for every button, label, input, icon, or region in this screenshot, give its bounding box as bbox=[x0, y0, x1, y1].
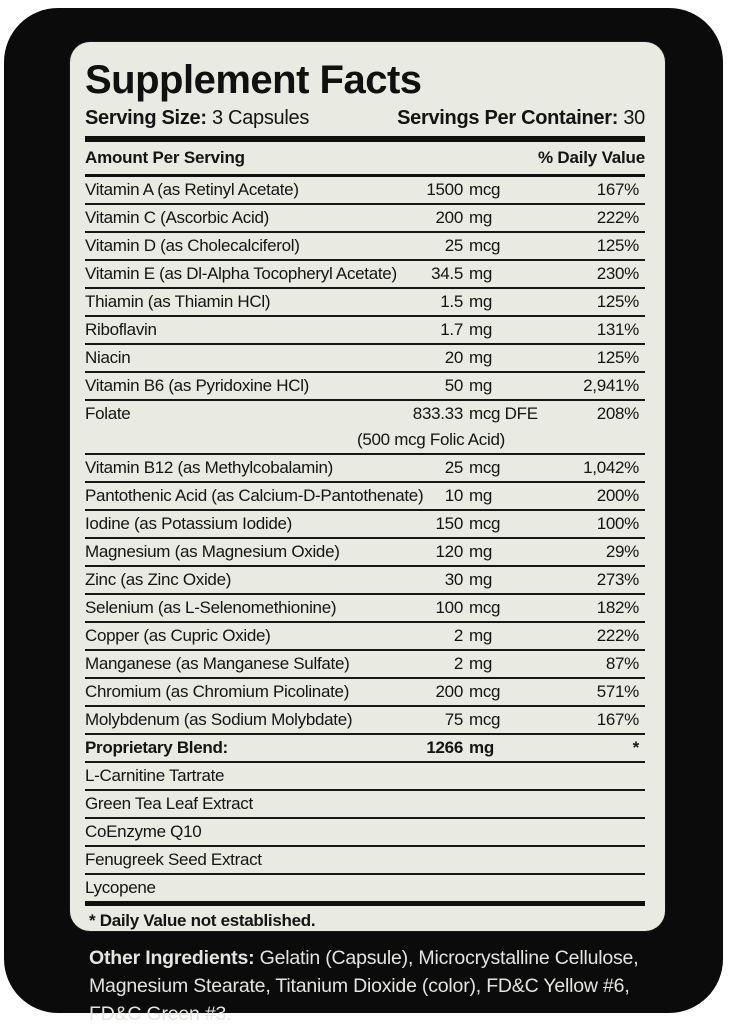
nutrient-row bbox=[85, 317, 645, 345]
nutrient-name: L-Carnitine Tartrate bbox=[85, 766, 225, 785]
nutrient-amount-value: 30 bbox=[444, 570, 463, 589]
nutrient-row bbox=[85, 623, 645, 651]
nutrient-amount-unit: mg bbox=[469, 626, 493, 645]
nutrient-amount-value: 34.5 bbox=[431, 264, 463, 283]
servings-per-container bbox=[397, 104, 645, 132]
nutrient-row bbox=[85, 847, 645, 875]
other-ingredients-line1 bbox=[89, 947, 638, 969]
nutrient-daily-value: 1,042% bbox=[583, 458, 639, 477]
nutrient-daily-value: 125% bbox=[596, 236, 639, 255]
nutrient-daily-value: 167% bbox=[596, 710, 639, 729]
nutrient-name: Selenium (as L-Selenomethionine) bbox=[85, 598, 337, 617]
nutrient-amount-unit: mg bbox=[469, 264, 493, 283]
nutrient-name: Copper (as Cupric Oxide) bbox=[85, 626, 271, 645]
nutrient-row bbox=[85, 539, 645, 567]
nutrient-amount-unit: mg bbox=[469, 348, 493, 367]
nutrient-row bbox=[85, 511, 645, 539]
nutrient-amount bbox=[397, 710, 547, 730]
nutrient-row bbox=[85, 763, 645, 791]
nutrient-row bbox=[85, 791, 645, 819]
nutrient-name: Vitamin E (as Dl-Alpha Tocopheryl Acetate) bbox=[85, 264, 397, 283]
column-headers bbox=[85, 142, 645, 177]
nutrient-name: Lycopene bbox=[85, 878, 156, 897]
other-ingredients-text2: Magnesium Stearate, Titanium Dioxide (color), FD&C Yellow #6, FD&C Green #3. bbox=[89, 975, 630, 1024]
nutrient-name: Chromium (as Chromium Picolinate) bbox=[85, 682, 350, 701]
nutrient-daily-value: * bbox=[632, 738, 639, 757]
nutrient-row bbox=[85, 289, 645, 317]
nutrient-name: Vitamin C (Ascorbic Acid) bbox=[85, 208, 269, 227]
nutrient-amount-unit: mcg bbox=[469, 180, 501, 199]
other-ingredients-text1: Gelatin (Capsule), Microcrystalline Cellulose, bbox=[259, 947, 639, 969]
nutrient-amount-value: 1.5 bbox=[440, 292, 463, 311]
nutrient-daily-value: 222% bbox=[596, 626, 639, 645]
nutrient-table bbox=[85, 177, 645, 906]
nutrient-amount-unit: mg bbox=[469, 376, 493, 395]
nutrient-name: Magnesium (as Magnesium Oxide) bbox=[85, 542, 340, 561]
nutrient-amount-unit: mcg bbox=[469, 514, 501, 533]
nutrient-amount-value: 50 bbox=[444, 376, 463, 395]
nutrient-row bbox=[85, 455, 645, 483]
nutrient-amount bbox=[397, 376, 547, 396]
daily-value-footnote: * Daily Value not established. bbox=[89, 911, 316, 930]
nutrient-daily-value: 87% bbox=[605, 654, 639, 673]
servings-per-container-label: Servings Per Container: bbox=[397, 107, 619, 129]
nutrient-amount-value: 150 bbox=[435, 514, 463, 533]
nutrient-amount-unit: mg bbox=[469, 570, 493, 589]
supplement-facts-panel bbox=[70, 42, 665, 931]
nutrient-amount bbox=[397, 458, 547, 478]
nutrient-amount bbox=[397, 292, 547, 312]
nutrient-daily-value: 2,941% bbox=[583, 376, 639, 395]
nutrient-row bbox=[85, 483, 645, 511]
nutrient-row bbox=[85, 401, 645, 427]
nutrient-amount-value: 2 bbox=[453, 654, 463, 673]
nutrient-amount bbox=[397, 208, 547, 228]
nutrient-row bbox=[85, 177, 645, 205]
nutrient-name: Vitamin D (as Cholecalciferol) bbox=[85, 236, 300, 255]
nutrient-amount bbox=[397, 404, 547, 424]
nutrient-amount-value: 75 bbox=[444, 710, 463, 729]
nutrient-row bbox=[85, 819, 645, 847]
nutrient-daily-value: 273% bbox=[596, 570, 639, 589]
nutrient-amount-value: 200 bbox=[435, 682, 463, 701]
nutrient-daily-value: 182% bbox=[596, 598, 639, 617]
nutrient-amount-unit: mcg bbox=[469, 458, 501, 477]
nutrient-name: Folate bbox=[85, 404, 131, 423]
servings-per-container-value: 30 bbox=[623, 107, 645, 129]
nutrient-amount-unit: mg bbox=[469, 292, 493, 311]
amount-per-serving-header: Amount Per Serving bbox=[85, 148, 245, 167]
nutrient-amount-unit: mg bbox=[469, 208, 493, 227]
nutrient-amount-value: 25 bbox=[444, 236, 463, 255]
nutrient-amount-value: 20 bbox=[444, 348, 463, 367]
nutrient-row bbox=[85, 345, 645, 373]
nutrient-amount bbox=[397, 264, 547, 284]
nutrient-subnote-text: (500 mcg Folic Acid) bbox=[357, 430, 505, 449]
nutrient-amount bbox=[397, 348, 547, 368]
nutrient-amount-value: 100 bbox=[435, 598, 463, 617]
nutrient-amount-value: 833.33 bbox=[412, 404, 463, 423]
serving-size-label: Serving Size: bbox=[85, 107, 207, 129]
nutrient-amount-value: 10 bbox=[444, 486, 463, 505]
nutrient-daily-value: 125% bbox=[596, 292, 639, 311]
nutrient-daily-value: 125% bbox=[596, 348, 639, 367]
serving-size-value: 3 Capsules bbox=[211, 107, 310, 129]
nutrient-amount bbox=[397, 682, 547, 702]
nutrient-amount-unit: mcg bbox=[469, 682, 501, 701]
nutrient-amount-unit: mg bbox=[469, 486, 493, 505]
nutrient-row bbox=[85, 567, 645, 595]
label-card bbox=[4, 8, 723, 1024]
nutrient-row bbox=[85, 875, 645, 906]
nutrient-name: Green Tea Leaf Extract bbox=[85, 794, 253, 813]
nutrient-amount bbox=[397, 654, 547, 674]
nutrient-daily-value: 222% bbox=[596, 208, 639, 227]
other-ingredients bbox=[89, 944, 664, 1024]
nutrient-row bbox=[85, 595, 645, 623]
nutrient-name: Manganese (as Manganese Sulfate) bbox=[85, 654, 350, 673]
nutrient-amount bbox=[397, 320, 547, 340]
nutrient-daily-value: 29% bbox=[605, 542, 639, 561]
nutrient-amount-value: 120 bbox=[435, 542, 463, 561]
daily-value-header: % Daily Value bbox=[537, 148, 645, 167]
nutrient-amount-unit: mg bbox=[469, 738, 494, 757]
nutrient-name: Vitamin A (as Retinyl Acetate) bbox=[85, 180, 299, 199]
nutrient-name: Riboflavin bbox=[85, 320, 157, 339]
panel-title: Supplement Facts bbox=[85, 58, 422, 102]
nutrient-row bbox=[85, 707, 645, 735]
nutrient-amount-value: 2 bbox=[453, 626, 463, 645]
nutrient-amount-unit: mcg bbox=[469, 710, 501, 729]
nutrient-daily-value: 167% bbox=[596, 180, 639, 199]
other-ingredients-label: Other Ingredients: bbox=[89, 947, 255, 969]
nutrient-amount bbox=[397, 598, 547, 618]
nutrient-name: Proprietary Blend: bbox=[85, 738, 228, 757]
nutrient-row bbox=[85, 735, 645, 763]
nutrient-amount-unit: mcg DFE bbox=[469, 404, 538, 423]
nutrient-amount-value: 1266 bbox=[426, 738, 463, 757]
nutrient-name: Pantothenic Acid (as Calcium-D-Pantothenate) bbox=[85, 486, 424, 505]
nutrient-daily-value: 200% bbox=[596, 486, 639, 505]
nutrient-name: Niacin bbox=[85, 348, 131, 367]
nutrient-daily-value: 230% bbox=[596, 264, 639, 283]
nutrient-row bbox=[85, 373, 645, 401]
nutrient-name: Fenugreek Seed Extract bbox=[85, 850, 262, 869]
nutrient-daily-value: 208% bbox=[596, 404, 639, 423]
nutrient-amount bbox=[397, 180, 547, 200]
nutrient-amount-unit: mg bbox=[469, 320, 493, 339]
nutrient-name: Molybdenum (as Sodium Molybdate) bbox=[85, 710, 353, 729]
nutrient-amount-value: 1.7 bbox=[440, 320, 463, 339]
nutrient-amount bbox=[397, 542, 547, 562]
nutrient-row bbox=[85, 651, 645, 679]
nutrient-daily-value: 100% bbox=[596, 514, 639, 533]
nutrient-row bbox=[85, 205, 645, 233]
nutrient-row-subnote bbox=[85, 427, 645, 455]
nutrient-amount-unit: mcg bbox=[469, 236, 501, 255]
nutrient-name: Thiamin (as Thiamin HCl) bbox=[85, 292, 271, 311]
nutrient-name: CoEnzyme Q10 bbox=[85, 822, 202, 841]
nutrient-amount-value: 25 bbox=[444, 458, 463, 477]
nutrient-amount bbox=[397, 514, 547, 534]
nutrient-amount bbox=[397, 570, 547, 590]
nutrient-amount-unit: mg bbox=[469, 654, 493, 673]
serving-info-row bbox=[85, 104, 645, 142]
nutrient-row bbox=[85, 233, 645, 261]
nutrient-row bbox=[85, 679, 645, 707]
serving-size bbox=[85, 104, 309, 132]
nutrient-amount-unit: mg bbox=[469, 542, 493, 561]
nutrient-name: Zinc (as Zinc Oxide) bbox=[85, 570, 232, 589]
nutrient-name: Vitamin B12 (as Methylcobalamin) bbox=[85, 458, 334, 477]
nutrient-amount bbox=[397, 626, 547, 646]
nutrient-amount bbox=[397, 486, 547, 506]
nutrient-amount bbox=[397, 236, 547, 256]
nutrient-name: Iodine (as Potassium Iodide) bbox=[85, 514, 293, 533]
nutrient-amount bbox=[397, 738, 547, 758]
nutrient-daily-value: 131% bbox=[596, 320, 639, 339]
nutrient-amount-value: 1500 bbox=[426, 180, 463, 199]
nutrient-daily-value: 571% bbox=[596, 682, 639, 701]
nutrient-amount-unit: mcg bbox=[469, 598, 501, 617]
nutrient-row bbox=[85, 261, 645, 289]
nutrient-name: Vitamin B6 (as Pyridoxine HCl) bbox=[85, 376, 310, 395]
nutrient-amount-value: 200 bbox=[435, 208, 463, 227]
